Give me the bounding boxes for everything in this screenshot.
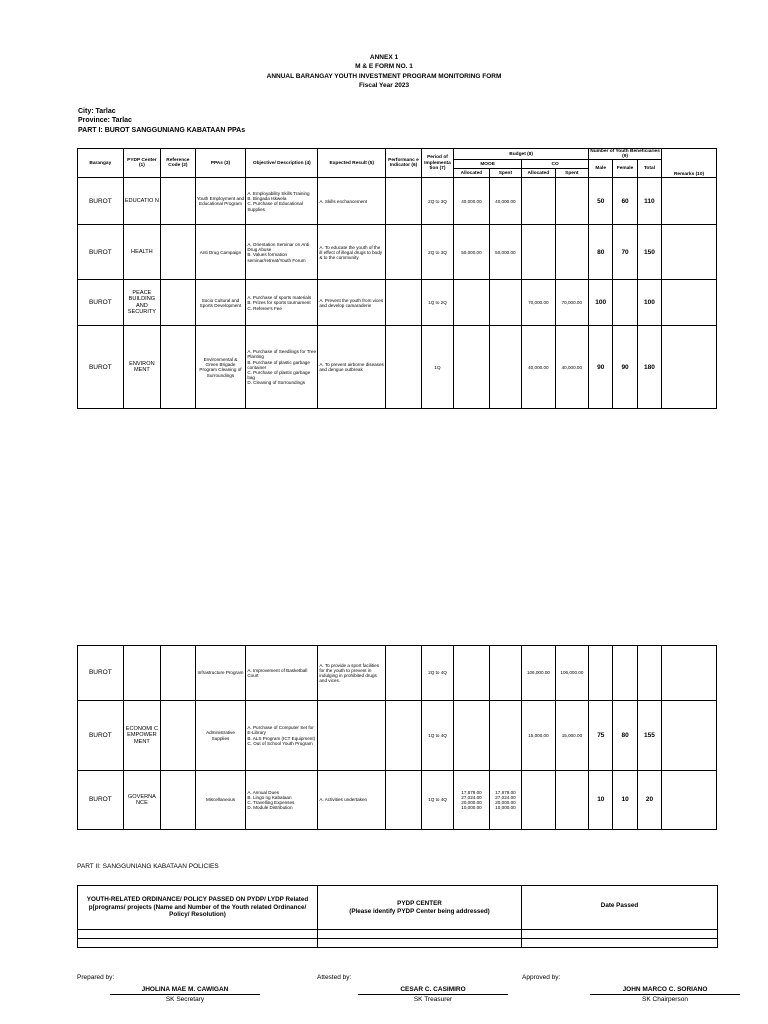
mooe-allocated-cell (454, 178, 489, 225)
prepared-by-title: SK Secretary (165, 996, 205, 1003)
co-spent-cell (555, 178, 588, 225)
barangay-cell-text: BUROT (88, 796, 112, 804)
col-period: Period of Implementa tion (7) (421, 149, 453, 178)
period-cell (421, 280, 453, 326)
barangay-cell-text: BUROT (88, 197, 112, 205)
reference-code-cell (161, 326, 195, 409)
reference-code-cell (161, 701, 195, 771)
mooe-spent-cell (489, 646, 521, 701)
pydp-center-cell (123, 280, 161, 326)
co-allocated-cell-text: 15,000.00 (528, 732, 549, 738)
approved-signature-line (590, 994, 740, 995)
attested-by-label: Attested by: (317, 974, 352, 981)
expected-result-cell (318, 646, 386, 701)
remarks-cell (662, 178, 717, 225)
barangay-cell-text: BUROT (88, 669, 112, 677)
total-count-cell-text: 20 (645, 796, 654, 804)
performance-indicator-cell (386, 178, 421, 225)
mooe-allocated-cell (454, 326, 489, 409)
objective-cell (246, 646, 318, 701)
table-row (78, 225, 717, 280)
period-cell (421, 326, 453, 409)
mooe-spent-cell (489, 771, 521, 830)
pydp-center-cell-text: PEACE BUILDING AND SECURITY (127, 289, 157, 316)
co-spent-cell (555, 280, 588, 326)
period-cell-text: 2Q to 3Q (428, 198, 447, 204)
total-count-cell-text: 150 (643, 248, 655, 256)
pydp-center-cell (123, 771, 161, 830)
objective-cell-text: A. Purchase of sports materials B. Prizes for sports tournament C. Referee's Fee (247, 295, 312, 311)
expected-result-cell (318, 326, 386, 409)
ppa-cell (195, 178, 246, 225)
objective-cell-text: A. Employability Skills Training B. Bingada Iskwela C. Purchase of Educational Supplies (247, 191, 310, 212)
male-count-cell-text: 10 (597, 796, 605, 804)
ppa-table-continued (77, 645, 717, 830)
co-spent-cell (555, 771, 588, 830)
col-budget: Budget (8) (454, 149, 589, 160)
ppa-cell (195, 326, 246, 409)
male-count-cell (589, 178, 613, 225)
col-female: Female (613, 160, 637, 178)
col-co-spent: Spent (555, 169, 588, 178)
mooe-allocated-cell-text: 50,000.00 (461, 249, 482, 255)
objective-cell (246, 225, 318, 280)
barangay-cell-text: BUROT (88, 299, 112, 307)
male-count-cell (589, 280, 613, 326)
male-count-cell-text: 75 (597, 731, 605, 739)
performance-indicator-cell (386, 225, 421, 280)
col-co-allocated: Allocated (522, 169, 555, 178)
ppa-cell-text: Infrastructure Program (197, 670, 244, 676)
female-count-cell (613, 646, 637, 701)
male-count-cell (589, 646, 613, 701)
reference-code-cell (161, 280, 195, 326)
col-co: CO (522, 160, 589, 169)
male-count-cell-text: 80 (597, 248, 605, 256)
performance-indicator-cell (386, 771, 422, 830)
remarks-cell (662, 771, 717, 830)
objective-cell-text: A. Purchase of Computer Set for E-Library B. ALS Program (ICT Equipment) C. Out of School Youth Program (247, 725, 316, 746)
co-spent-cell-text: 15,000.00 (561, 732, 583, 738)
barangay-cell (78, 701, 124, 771)
objective-cell-text: A. Purchase of Seedlings for Tree Planting B. Purchase of plastic garbage container C. Purchase of plastic garbage bag D. Cleaning of Sorroundings (247, 349, 317, 386)
male-count-cell (589, 326, 613, 409)
ppa-cell (195, 771, 246, 830)
remarks-cell (662, 646, 717, 701)
ppa-cell (195, 646, 246, 701)
pydp-center-cell (123, 178, 161, 225)
period-cell (421, 646, 453, 701)
form-title: ANNUAL BARANGAY YOUTH INVESTMENT PROGRAM MONITORING FORM (266, 73, 502, 80)
co-allocated-cell (522, 225, 555, 280)
mooe-spent-cell-text: 17,879.00 27,024.00 20,000.00 10,000.00 (495, 789, 516, 811)
mooe-allocated-cell (454, 225, 489, 280)
female-count-cell (613, 701, 637, 771)
mooe-spent-cell-text: 40,000.00 (495, 198, 516, 204)
expected-result-cell-text: A. Activities undertaken (319, 797, 368, 803)
prepared-by-label: Prepared by: (77, 974, 115, 981)
expected-result-cell (318, 280, 386, 326)
total-count-cell (637, 178, 661, 225)
period-cell-text: 1Q to 4Q (428, 732, 447, 738)
objective-cell (246, 701, 318, 771)
co-spent-cell-text: 70,000.00 (561, 300, 583, 306)
col-mooe-allocated: Allocated (454, 169, 489, 178)
attested-by-title: SK Treasurer (413, 996, 453, 1003)
objective-cell-text: A. Improvement of Basketball Court (247, 667, 308, 678)
total-count-cell (637, 326, 661, 409)
col-expected-result: Expected Result (5) (318, 149, 386, 178)
objective-cell (246, 771, 318, 830)
male-count-cell-text: 50 (597, 197, 605, 205)
co-allocated-cell (522, 280, 555, 326)
barangay-cell (78, 225, 124, 280)
pydp-center-cell-text: GOVERNA NCE (127, 793, 156, 806)
ppa-cell-text: Administrative Supplies (206, 730, 235, 741)
female-count-cell-text: 10 (621, 796, 629, 804)
annex-label: ANNEX 1 (369, 54, 399, 61)
approved-by-title: SK Chairperson (642, 996, 688, 1003)
total-count-cell-text: 155 (644, 731, 655, 739)
co-allocated-cell (522, 701, 555, 771)
co-allocated-cell (522, 771, 555, 830)
col-mooe-spent: Spent (489, 169, 521, 178)
pydp-center-cell-text: EDUCATIO N (124, 198, 159, 205)
policy-cell (78, 930, 318, 939)
barangay-cell-text: BUROT (88, 731, 112, 739)
prepared-by-name: JHOLINA MAE M. CAWIGAN (141, 986, 229, 993)
pydp-center-cell-text: HEALTH (131, 249, 153, 256)
total-count-cell (637, 701, 661, 771)
table-row (78, 701, 717, 771)
reference-code-cell (161, 178, 195, 225)
barangay-cell (78, 178, 124, 225)
performance-indicator-cell (386, 646, 422, 701)
barangay-cell (78, 280, 124, 326)
male-count-cell (589, 701, 613, 771)
attested-by-name: CESAR C. CASIMIRO (400, 986, 466, 993)
expected-result-cell-text: A. Prevent the youth from vices and develop camaraderie (319, 297, 384, 308)
expected-result-cell (318, 225, 386, 280)
objective-cell (246, 178, 318, 225)
province-label: Province: Tarlac (78, 117, 132, 124)
performance-indicator-cell (386, 701, 422, 771)
period-cell-text: 1Q to 4Q (428, 797, 447, 803)
remarks-cell (662, 225, 717, 280)
co-allocated-cell (522, 178, 555, 225)
barangay-cell (78, 646, 124, 701)
mooe-spent-cell (489, 178, 521, 225)
co-spent-cell (555, 225, 588, 280)
mooe-spent-cell (489, 326, 521, 409)
ppa-cell (195, 280, 246, 326)
total-count-cell-text: 110 (644, 197, 655, 205)
female-count-cell-text: 90 (621, 363, 629, 371)
pydp-center-cell (123, 326, 161, 409)
col-barangay: Barangay (78, 149, 124, 178)
pydp-center-cell (123, 701, 161, 771)
ppa-cell-text: Miscellaneous (205, 797, 236, 803)
ppa-cell (195, 701, 246, 771)
col-pydp-center: PYDP Center (1) (123, 149, 161, 178)
attested-signature-line (358, 994, 508, 995)
performance-indicator-cell (386, 326, 421, 409)
male-count-cell (589, 771, 613, 830)
pydp-center-cell-text: ECONOMI C EMPOWER MENT (125, 725, 159, 745)
table-row (78, 178, 717, 225)
reference-code-cell (161, 646, 195, 701)
table-row (78, 326, 717, 409)
expected-result-cell (318, 178, 386, 225)
approved-by-label: Approved by: (522, 974, 561, 981)
reference-code-cell (161, 225, 195, 280)
policy-col-date-passed: Date Passed (522, 886, 718, 930)
mooe-spent-cell (489, 225, 521, 280)
policy-cell (78, 939, 318, 948)
co-allocated-cell-text: 40,000.00 (528, 364, 549, 370)
mooe-allocated-cell-text: 17,879.00 27,024.00 20,000.00 10,000.00 (461, 789, 482, 811)
female-count-cell (613, 178, 637, 225)
part2-title: PART II: SANGGUNIANG KABATAAN POLICIES (77, 863, 219, 870)
ppa-table (77, 148, 717, 409)
total-count-cell (637, 646, 661, 701)
expected-result-cell (318, 771, 386, 830)
mooe-allocated-cell (454, 771, 490, 830)
period-cell-text: 2Q to 3Q (428, 249, 447, 255)
male-count-cell-text: 100 (595, 299, 607, 307)
table-row (78, 771, 717, 830)
total-count-cell (637, 771, 661, 830)
prepared-signature-line (110, 994, 260, 995)
total-count-cell-text: 100 (643, 299, 655, 307)
period-cell (421, 701, 453, 771)
approved-by-name: JOHN MARCO C. SORIANO (622, 986, 708, 993)
female-count-cell-text: 70 (621, 248, 629, 256)
co-spent-cell (555, 326, 588, 409)
remarks-cell (662, 280, 717, 326)
col-performance-indicator: Performanc e Indicator (6) (386, 149, 421, 178)
mooe-allocated-cell (454, 646, 490, 701)
remarks-cell (662, 701, 717, 771)
performance-indicator-cell (386, 280, 421, 326)
period-cell-text: 1Q (434, 364, 441, 370)
mooe-spent-cell (489, 280, 521, 326)
pydp-center-cell-text: ENVIRON MENT (129, 360, 155, 374)
objective-cell-text: A. Annual Dues B. Lingo ng Kabataan C. Travelling Expenses D. Module Distribution (247, 789, 295, 811)
policy-cell (318, 930, 522, 939)
col-total: Total (637, 160, 661, 178)
female-count-cell (613, 280, 637, 326)
mooe-allocated-cell (454, 701, 490, 771)
form-number: M & E FORM NO. 1 (355, 63, 413, 70)
policy-col-ordinance: YOUTH-RELATED ORDINANCE/ POLICY PASSED ON PYDP/ LYDP Related p[programs/ projects (Name and Number of the Youth related Ordinance/ Policy/ Resolution) (78, 886, 318, 930)
co-spent-cell (555, 701, 588, 771)
barangay-cell (78, 326, 124, 409)
co-allocated-cell-text: 70,000.00 (528, 300, 549, 306)
co-allocated-cell (522, 326, 555, 409)
table-row (78, 646, 717, 701)
pydp-center-cell (123, 646, 161, 701)
expected-result-cell (318, 701, 386, 771)
period-cell (421, 225, 453, 280)
co-allocated-cell-text: 106,000.00 (526, 670, 550, 676)
objective-cell-text: A. Orientation Seminar on Anti Drug Abuse B. Values formation seminar/retreat/Youth Forum (247, 242, 310, 263)
female-count-cell-text: 80 (621, 731, 629, 739)
ppa-cell-text: Youth Employment and Educational Program (196, 196, 245, 207)
col-mooe: MOOE (454, 160, 522, 169)
expected-result-cell-text: A. To prevent airborne diseases and dengue outbreak (319, 362, 384, 373)
co-spent-cell (555, 646, 588, 701)
co-allocated-cell (522, 646, 555, 701)
period-cell (421, 771, 453, 830)
female-count-cell (613, 326, 637, 409)
policy-cell (522, 939, 718, 948)
mooe-spent-cell-text: 50,000.00 (495, 249, 516, 255)
male-count-cell (589, 225, 613, 280)
table-row (78, 280, 717, 326)
policy-cell (318, 939, 522, 948)
ppa-cell-text: Socio Cultural and Sports Development (199, 297, 242, 308)
remarks-cell (662, 326, 717, 409)
ppa-cell-text: Environmental & Green Brigade Program Cleaning of Surroundings (199, 357, 242, 378)
col-objective: Objective/ Description (4) (246, 149, 318, 178)
col-remarks: Remarks (10) (662, 149, 717, 178)
expected-result-cell-text: A. Skills enchancement (319, 198, 368, 204)
policy-table (77, 885, 718, 948)
female-count-cell-text: 60 (621, 197, 629, 205)
pydp-center-cell (123, 225, 161, 280)
barangay-cell-text: BUROT (88, 248, 112, 256)
ppa-cell (195, 225, 246, 280)
col-male: Male (589, 160, 613, 178)
city-label: City: Tarlac (78, 108, 116, 115)
mooe-allocated-cell-text: 40,000.00 (461, 198, 482, 204)
reference-code-cell (161, 771, 195, 830)
female-count-cell (613, 225, 637, 280)
total-count-cell-text: 180 (643, 363, 655, 371)
ppa-cell-text: Anti Drug Campaign (199, 249, 242, 255)
part1-title: PART I: BUROT SANGGUNIANG KABATAAN PPAs (78, 127, 246, 134)
total-count-cell (637, 225, 661, 280)
female-count-cell (613, 771, 637, 830)
policy-col-pydp-center: PYDP CENTER (Please identify PYDP Center being addressed) (349, 900, 490, 915)
mooe-spent-cell (489, 701, 521, 771)
objective-cell (246, 280, 318, 326)
co-spent-cell-text: 40,000.00 (561, 364, 583, 370)
col-beneficiaries: Number of Youth Beneficiaries (9) (590, 149, 660, 160)
period-cell-text: 1Q to 2Q (428, 300, 447, 306)
col-reference-code: Reference Code (2) (161, 149, 195, 178)
barangay-cell-text: BUROT (88, 363, 112, 371)
expected-result-cell-text: A. To educate the youth of the ill effect of illegal drugs to body & to the community (319, 244, 383, 260)
male-count-cell-text: 90 (597, 363, 605, 371)
policy-cell (522, 930, 718, 939)
total-count-cell (637, 280, 661, 326)
objective-cell (246, 326, 318, 409)
period-cell (421, 178, 453, 225)
expected-result-cell-text: A. To provide a sport facilities for the youth to prevent in indulging in prohibited drugs and vices. (319, 662, 380, 684)
co-spent-cell-text: 106,000.00 (560, 670, 584, 676)
mooe-allocated-cell (454, 280, 489, 326)
barangay-cell (78, 771, 124, 830)
col-ppas: PPAs (3) (195, 149, 246, 178)
fiscal-year: Fiscal Year 2023 (358, 82, 410, 89)
period-cell-text: 2Q to 4Q (428, 670, 447, 676)
